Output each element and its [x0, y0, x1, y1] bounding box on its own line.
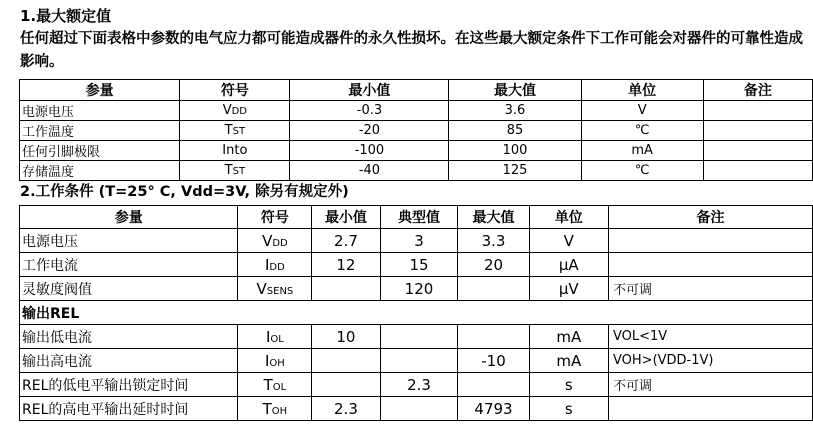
- symbol-main: Into: [222, 143, 248, 158]
- typ-cell: [380, 349, 458, 373]
- column-header: 最小值: [290, 80, 449, 101]
- unit-cell: V: [529, 229, 608, 253]
- table-row: [20, 325, 813, 349]
- max-cell: 4793: [458, 397, 529, 421]
- typ-cell: 3: [380, 229, 458, 253]
- max-cell: -10: [458, 349, 529, 373]
- symbol-cell: [238, 253, 312, 277]
- symbol-cell: [238, 277, 312, 301]
- column-header: 参量: [20, 80, 180, 101]
- symbol-subscript: DD: [272, 237, 288, 249]
- param-cell: 任何引脚极限: [20, 141, 180, 161]
- subsection-row: [20, 301, 813, 325]
- typ-cell: 2.3: [380, 373, 458, 397]
- param-cell: 输出低电流: [20, 325, 238, 349]
- min-cell: [312, 277, 380, 301]
- column-header: 单位: [581, 80, 703, 101]
- min-cell: 2.3: [312, 397, 380, 421]
- unit-cell: mA: [529, 349, 608, 373]
- param-cell: 电源电压: [20, 101, 180, 121]
- symbol-main: I: [264, 255, 270, 274]
- min-cell: [312, 349, 380, 373]
- column-header: 符号: [180, 80, 290, 101]
- min-cell: -100: [290, 141, 449, 161]
- table-row: [20, 161, 813, 181]
- max-cell: 3.3: [458, 229, 529, 253]
- param-cell: REL的高电平输出延时时间: [20, 397, 238, 421]
- symbol-main: I: [265, 327, 271, 346]
- symbol-subscript: OH: [269, 357, 285, 369]
- symbol-subscript: SENS: [266, 285, 294, 297]
- unit-cell: V: [581, 101, 703, 121]
- note-cell: [609, 397, 813, 421]
- symbol-cell: [180, 161, 290, 181]
- note-cell: [703, 121, 812, 141]
- note-cell: VOL<1V: [609, 325, 813, 349]
- symbol-cell: [238, 397, 312, 421]
- table-header-row: [20, 80, 813, 101]
- note-cell: [609, 229, 813, 253]
- symbol-main: V: [262, 231, 273, 250]
- table-body: [20, 229, 813, 421]
- typ-cell: [380, 325, 458, 349]
- max-cell: [458, 325, 529, 349]
- symbol-cell: [238, 349, 312, 373]
- param-cell: 电源电压: [20, 229, 238, 253]
- symbol-cell: [238, 229, 312, 253]
- column-header: 最小值: [312, 206, 380, 229]
- note-cell: [703, 161, 812, 181]
- note-cell: 不可调: [609, 373, 813, 397]
- table-row: [20, 349, 813, 373]
- unit-cell: s: [529, 397, 608, 421]
- param-cell: 输出高电流: [20, 349, 238, 373]
- column-header: 单位: [529, 206, 608, 229]
- symbol-main: V: [222, 103, 232, 118]
- symbol-main: T: [224, 123, 233, 138]
- unit-cell: ℃: [581, 121, 703, 141]
- table-row: [20, 373, 813, 397]
- min-cell: [312, 373, 380, 397]
- symbol-main: V: [256, 279, 267, 298]
- unit-cell: μA: [529, 253, 608, 277]
- column-header: 典型值: [380, 206, 458, 229]
- symbol-cell: [238, 325, 312, 349]
- unit-cell: μV: [529, 277, 608, 301]
- min-cell: 12: [312, 253, 380, 277]
- param-cell: REL的低电平输出锁定时间: [20, 373, 238, 397]
- max-cell: 100: [449, 141, 581, 161]
- min-cell: -20: [290, 121, 449, 141]
- max-cell: 20: [458, 253, 529, 277]
- unit-cell: mA: [581, 141, 703, 161]
- symbol-subscript: DD: [269, 261, 285, 273]
- max-cell: [458, 277, 529, 301]
- note-cell: [703, 141, 812, 161]
- unit-cell: mA: [529, 325, 608, 349]
- note-cell: [703, 101, 812, 121]
- note-cell: [609, 253, 813, 277]
- warning-paragraph: 任何超过下面表格中参数的电气应力都可能造成器件的永久性损坏。在这些最大额定条件下工作可能会对器件的可靠性造成影响。: [20, 31, 803, 70]
- max-cell: 3.6: [449, 101, 581, 121]
- column-header: 符号: [238, 206, 312, 229]
- unit-cell: ℃: [581, 161, 703, 181]
- symbol-subscript: ST: [232, 126, 246, 137]
- column-header: 最大值: [449, 80, 581, 101]
- symbol-cell: [180, 141, 290, 161]
- symbol-cell: [180, 101, 290, 121]
- column-header: 最大值: [458, 206, 529, 229]
- table-row: [20, 121, 813, 141]
- param-cell: 存储温度: [20, 161, 180, 181]
- subsection-label: 输出REL: [20, 301, 813, 325]
- table-row: [20, 253, 813, 277]
- max-cell: 125: [449, 161, 581, 181]
- note-cell: VOH>(VDD-1V): [609, 349, 813, 373]
- table-row: [20, 397, 813, 421]
- column-header: 备注: [609, 206, 813, 229]
- symbol-subscript: OL: [272, 381, 287, 393]
- table-row: [20, 229, 813, 253]
- symbol-subscript: OH: [271, 405, 288, 417]
- min-cell: -40: [290, 161, 449, 181]
- typ-cell: [380, 397, 458, 421]
- symbol-cell: [238, 373, 312, 397]
- table-body: [20, 101, 813, 181]
- table-header-row: [20, 206, 813, 229]
- symbol-subscript: DD: [231, 106, 248, 117]
- max-cell: [458, 373, 529, 397]
- symbol-cell: [180, 121, 290, 141]
- min-cell: 2.7: [312, 229, 380, 253]
- note-cell: 不可调: [609, 277, 813, 301]
- absolute-max-ratings-table: [19, 79, 813, 181]
- symbol-main: T: [224, 163, 233, 178]
- section1-heading: 1.最大额定值: [20, 7, 112, 25]
- symbol-subscript: OL: [270, 333, 284, 345]
- typ-cell: 120: [380, 277, 458, 301]
- table-row: [20, 277, 813, 301]
- param-cell: 工作温度: [20, 121, 180, 141]
- min-cell: -0.3: [290, 101, 449, 121]
- max-cell: 85: [449, 121, 581, 141]
- param-cell: 灵敏度阀值: [20, 277, 238, 301]
- unit-cell: s: [529, 373, 608, 397]
- symbol-subscript: ST: [232, 166, 246, 177]
- table-row: [20, 141, 813, 161]
- symbol-main: T: [262, 399, 272, 418]
- symbol-main: I: [264, 351, 270, 370]
- typ-cell: 15: [380, 253, 458, 277]
- column-header: 参量: [20, 206, 238, 229]
- column-header: 备注: [703, 80, 812, 101]
- param-cell: 工作电流: [20, 253, 238, 277]
- operating-conditions-table: [19, 205, 813, 421]
- section2-heading: 2.工作条件 (T=25° C, Vdd=3V, 除另有规定外): [20, 184, 349, 200]
- min-cell: 10: [312, 325, 380, 349]
- symbol-main: T: [263, 375, 273, 394]
- table-row: [20, 101, 813, 121]
